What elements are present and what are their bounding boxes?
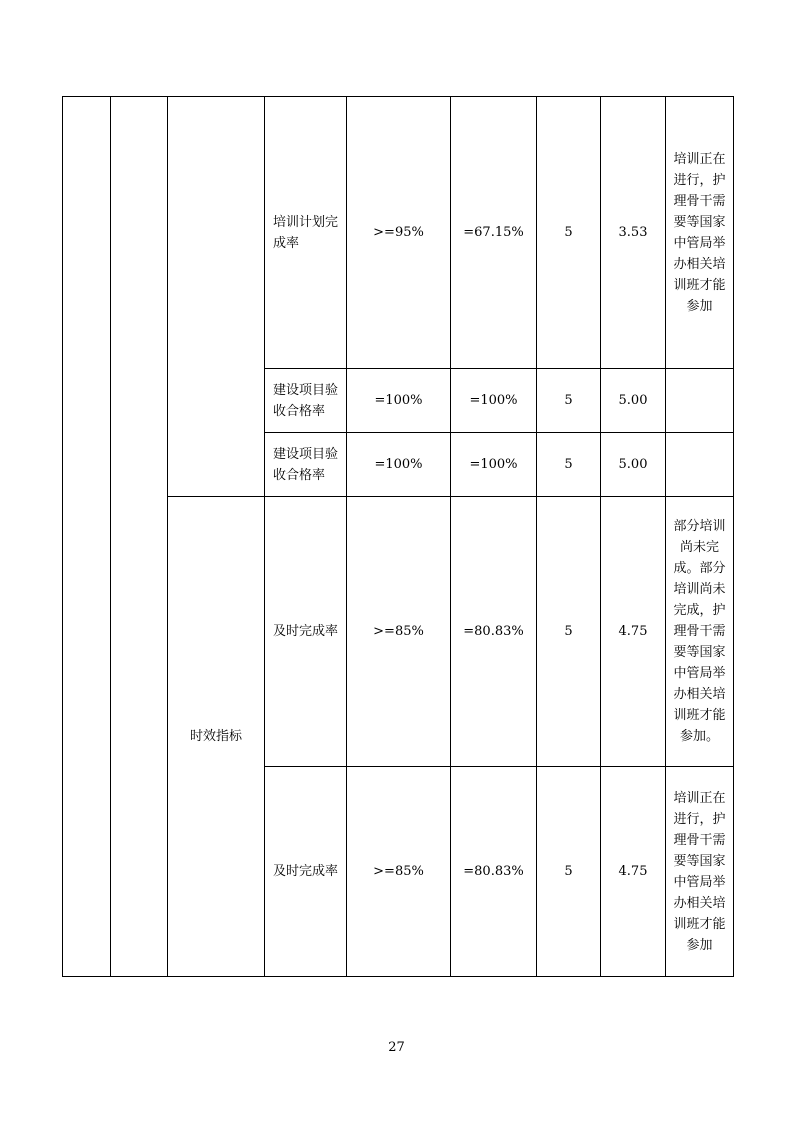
indicator-cell: 培训计划完成率 (265, 97, 347, 369)
note-cell (666, 497, 734, 767)
target-cell: >=85% (347, 497, 451, 767)
note-cell (666, 369, 734, 433)
note-text: 培训正在进行，护理骨干需要等国家中管局举办相关培训班才能参加 (673, 790, 726, 953)
level3-cell (168, 97, 265, 497)
page-number: 27 (388, 1040, 405, 1055)
weight-cell: 5 (537, 433, 601, 497)
weight-cell: 5 (537, 97, 601, 369)
weight-cell: 5 (537, 497, 601, 767)
actual-cell: =80.83% (451, 767, 537, 977)
timeliness-category-cell: 时效指标 (168, 497, 265, 977)
note-cell (666, 97, 734, 369)
score-cell: 5.00 (601, 369, 666, 433)
weight-cell: 5 (537, 369, 601, 433)
actual-cell: =80.83% (451, 497, 537, 767)
note-text: 部分培训尚未完成。部分培训尚未完成，护理骨干需要等国家中管局举办相关培训班才能参加。 (673, 519, 726, 744)
indicator-cell: 及时完成率 (265, 767, 347, 977)
performance-indicator-table (62, 96, 734, 977)
weight-cell: 5 (537, 767, 601, 977)
target-cell: >=85% (347, 767, 451, 977)
target-cell: =100% (347, 369, 451, 433)
target-cell: =100% (347, 433, 451, 497)
target-cell: >=95% (347, 97, 451, 369)
indicator-cell: 建设项目验收合格率 (265, 433, 347, 497)
indicator-cell: 及时完成率 (265, 497, 347, 767)
actual-cell: =100% (451, 433, 537, 497)
note-text: 培训正在进行，护理骨干需要等国家中管局举办相关培训班才能参加 (673, 151, 726, 314)
level1-cell (63, 97, 111, 977)
actual-cell: =100% (451, 369, 537, 433)
table-row (63, 97, 734, 369)
score-cell: 4.75 (601, 497, 666, 767)
level2-cell (111, 97, 168, 977)
indicator-cell: 建设项目验收合格率 (265, 369, 347, 433)
note-cell (666, 767, 734, 977)
score-cell: 4.75 (601, 767, 666, 977)
actual-cell: =67.15% (451, 97, 537, 369)
score-cell: 3.53 (601, 97, 666, 369)
score-cell: 5.00 (601, 433, 666, 497)
note-cell (666, 433, 734, 497)
